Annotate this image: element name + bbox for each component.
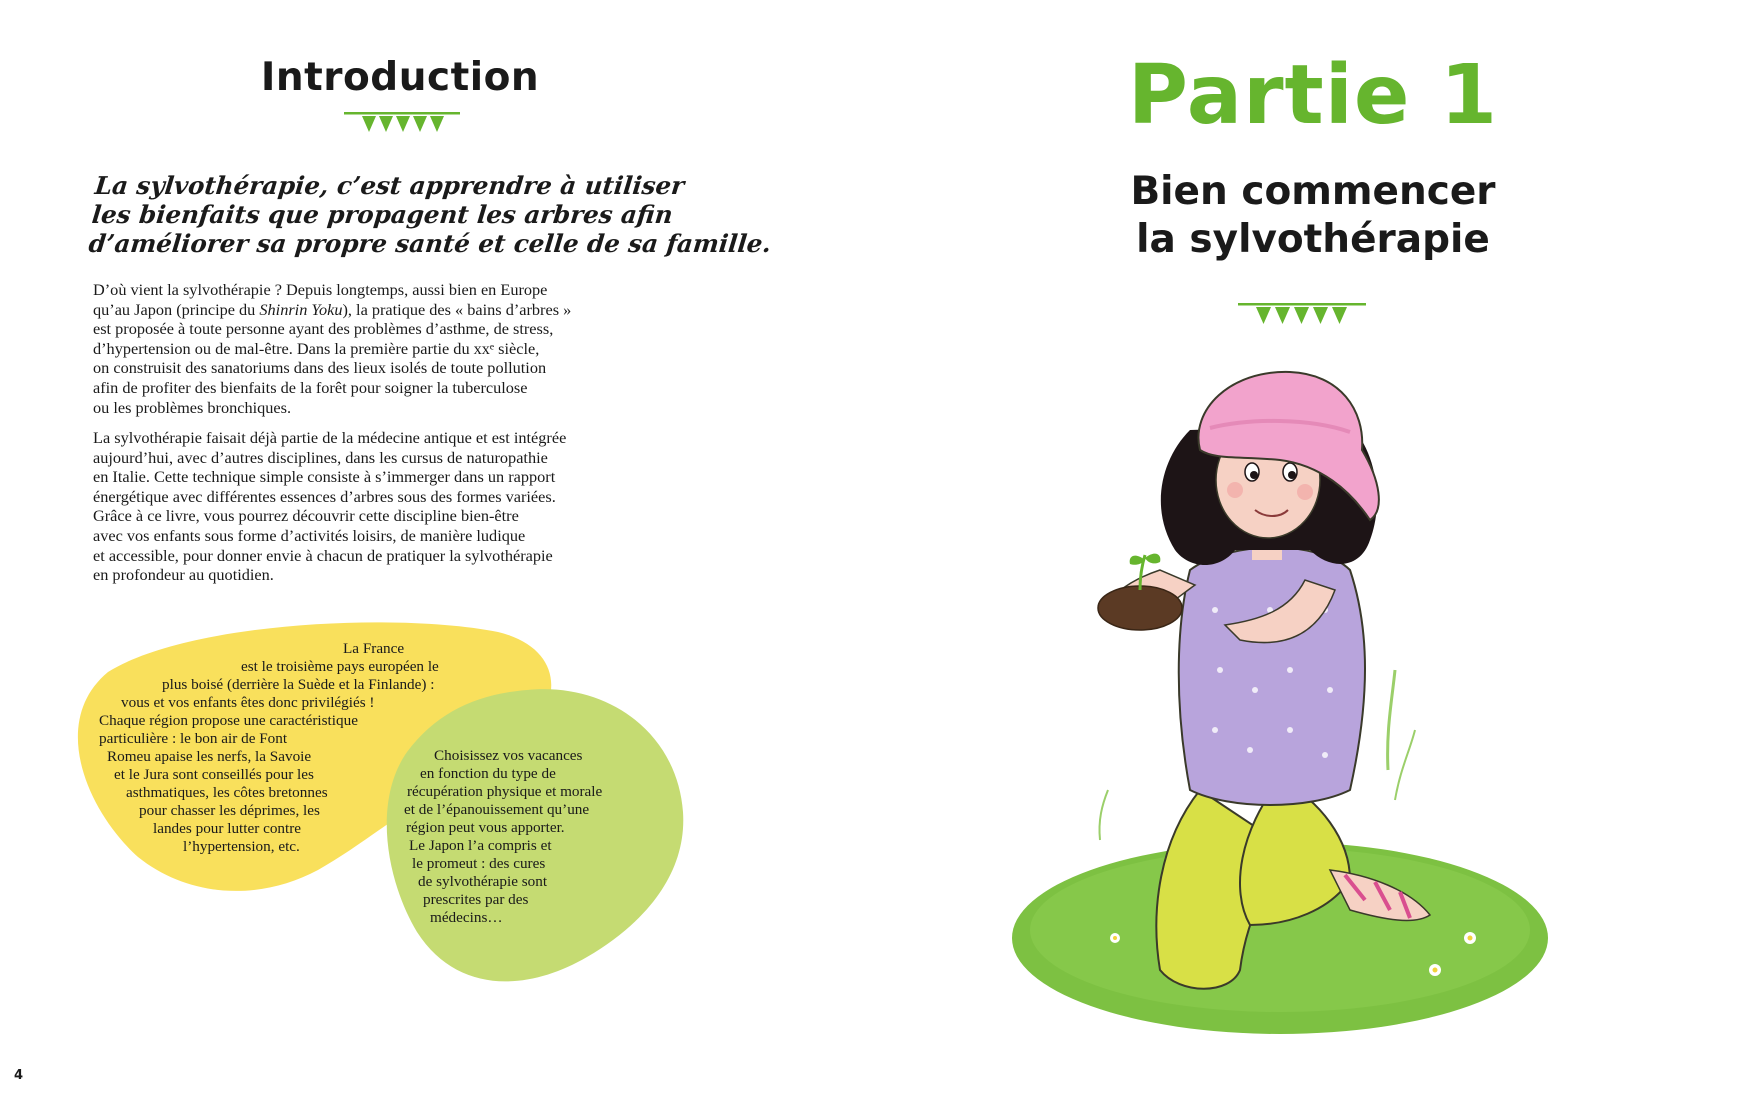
text-line: on construisit des sanatoriums dans des lieux isolés de toute pollution (93, 358, 547, 378)
page-number: 4 (14, 1068, 24, 1083)
callout-line: Chaque région propose une caractéristique (99, 712, 358, 729)
callout-line: de sylvothérapie sont (418, 873, 548, 890)
text-fragment: ), la pratique des « bains d’arbres » (342, 299, 572, 319)
callout-line: région peut vous apporter. (406, 819, 565, 836)
text-line: aujourd’hui, avec d’autres disciplines, dans les cursus de naturopathie (93, 447, 548, 467)
text-line: Grâce à ce livre, vous pourrez découvrir cette discipline bien-être (93, 506, 519, 526)
body-paragraph-2 (93, 428, 673, 585)
text-line: afin de profiter des bienfaits de la forêt pour soigner la tuberculose (93, 377, 528, 397)
body-paragraph-1 (93, 280, 673, 417)
part-title-line: Bien commencer (1130, 169, 1496, 214)
lead-paragraph (87, 171, 773, 258)
callout-line: en fonction du type de (420, 765, 556, 782)
callout-line: et de l’épanouissement qu’une (404, 801, 590, 818)
callout-line: le promeut : des cures (412, 855, 546, 872)
text-line (93, 300, 673, 320)
daisy-icon (1429, 964, 1441, 976)
lead-line: La sylvothérapie, c’est apprendre à utiliser (93, 171, 686, 200)
callout-line: particulière : le bon air de Font (99, 730, 288, 747)
callout-line: prescrites par des (423, 891, 529, 908)
daisy-icon (1464, 932, 1476, 944)
right-page (875, 0, 1751, 1106)
callout-line: Le Japon l’a compris et (409, 837, 552, 854)
callout-line: vous et vos enfants êtes donc privilégiés ! (121, 694, 375, 711)
left-page (0, 0, 875, 1106)
lead-line: d’améliorer sa propre santé et celle de sa famille. (87, 229, 773, 258)
part-title-line: la sylvothérapie (1136, 217, 1490, 262)
girl-planting-seedling-illustration (990, 370, 1550, 1050)
callout-line: et le Jura sont conseillés pour les (114, 766, 314, 783)
callout-line: pour chasser les déprimes, les (139, 802, 320, 819)
shinrin-yoku-term: Shinrin Yoku (259, 299, 343, 319)
soil-clump (1098, 586, 1182, 630)
callout-line: asthmatiques, les côtes bretonnes (126, 784, 328, 801)
callout-line: Choisissez vos vacances (434, 747, 583, 764)
callout-vacances (400, 747, 680, 927)
text-line: La sylvothérapie faisait déjà partie de la médecine antique et est intégrée (93, 428, 567, 447)
text-line: et accessible, pour donner envie à chacun de pratiquer la sylvothérapie (93, 545, 553, 565)
daisy-icon (1110, 933, 1120, 943)
text-line: d’hypertension ou de mal-être. Dans la première partie du xxᵉ siècle, (93, 338, 540, 358)
triangle-ornament-icon (1238, 303, 1366, 329)
part-title (875, 168, 1751, 264)
part-label: Partie 1 (1127, 48, 1499, 143)
callout-line: l’hypertension, etc. (183, 838, 300, 855)
text-line: D’où vient la sylvothérapie ? Depuis longtemps, aussi bien en Europe (93, 280, 548, 299)
triangle-ornament-icon (344, 112, 460, 136)
text-line: ou les problèmes bronchiques. (93, 397, 292, 417)
text-line: énergétique avec différentes essences d’arbres sous des formes variées. (93, 486, 556, 506)
text-line: en Italie. Cette technique simple consiste à s’immerger dans un rapport (93, 467, 556, 487)
text-line: est proposée à toute personne ayant des problèmes d’asthme, de stress, (93, 319, 554, 339)
callout-line: récupération physique et morale (407, 783, 603, 800)
text-fragment: qu’au Japon (principe du (93, 299, 260, 319)
callout-line: est le troisième pays européen le (241, 658, 439, 675)
lead-line: les bienfaits que propagent les arbres afin (90, 200, 675, 229)
callout-line: landes pour lutter contre (153, 820, 302, 837)
callout-line: La France (343, 640, 405, 657)
text-line: en profondeur au quotidien. (93, 565, 274, 585)
text-line: avec vos enfants sous forme d’activités loisirs, de manière ludique (93, 525, 526, 545)
callout-line: plus boisé (derrière la Suède et la Finlande) : (162, 676, 435, 693)
callout-line: Romeu apaise les nerfs, la Savoie (107, 748, 312, 765)
page-title: Introduction (260, 55, 540, 100)
callout-line: médecins… (430, 909, 503, 926)
